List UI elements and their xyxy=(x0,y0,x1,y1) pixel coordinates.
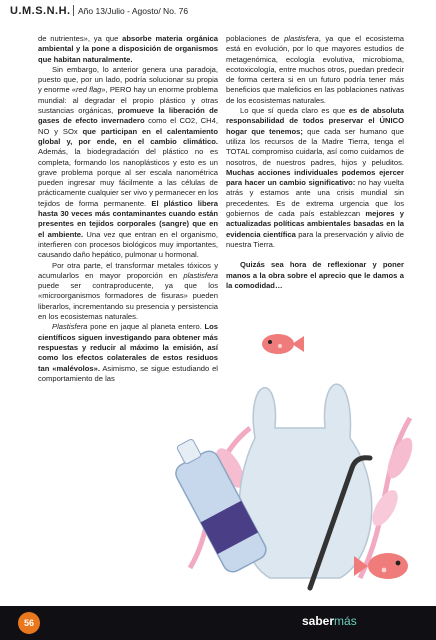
paragraph: poblaciones de plastisfera, ya que el ecosistema está en evolución, por lo que mayores estudios de metagenómica, ecología evolutiva, microbioma, ecotoxicología, entre muchos otros, puedan predecir de forma certera si en un futuro podría tener más beneficios que maleficios en las poblaciones nativas de los ecosistemas naturales. xyxy=(226,34,404,105)
page-header xyxy=(0,0,436,22)
plastic-illustration xyxy=(160,318,436,598)
brand-title: U.M.S.N.H. xyxy=(10,5,71,17)
page-number: 56 xyxy=(18,612,40,634)
closing-paragraph: Quizás sea hora de reflexionar y poner manos a la obra sobre el aprecio que le damos a la comodidad… xyxy=(226,260,404,290)
page-footer xyxy=(0,606,436,640)
paragraph: Por otra parte, el transformar metales tóxicos y acumularlos en mayor proporción en plastisfera puede ser contraproducente, ya que los «microorganismos formadores de fisuras» pueden liberarlos, incrementando su presencia y persistencia en los ecosistemas naturales. xyxy=(38,260,218,322)
paragraph: Lo que sí queda claro es que es de absoluta responsabilidad de todos preservar el ÚNICO hogar que tenemos; que cada ser humano que utiliza los recursos de la Madre Tierra, tenga el TOTAL compromiso cuidarla, así como cuidamos de nosotros, de nuestros padres, hijos y peluditos. Muchas acciones individuales podemos ejercer para hacer un cambio significativo: no hay vuelta atrás y estamos ante una crisis mundial sin precedentes. Es de extrema urgencia que los gobiernos de cada país establezcan mejores y actualizadas políticas ambientales basadas en la evidencia científica para la preservación y alivio de nuestra Tierra. xyxy=(226,106,404,249)
issue-info: Año 13/Julio - Agosto/ No. 76 xyxy=(78,6,189,16)
paragraph: de nutrientes», ya que absorbe materia orgánica ambiental y la pone a disposición de organismos que habitan naturalmente. xyxy=(38,34,218,64)
fish-icon xyxy=(262,334,304,354)
header-divider xyxy=(73,5,74,16)
column-right xyxy=(226,34,404,291)
paragraph: Plastisfera pone en jaque al planeta entero. Los científicos siguen investigando para obtener más respuestas y reducir al máximo la emisión, así como los efectos colaterales de estos residuos tan «malévolos». Asimismo, se sigue estudiando el comportamiento de las xyxy=(38,322,218,383)
magazine-logo: sabermás xyxy=(302,614,357,628)
paragraph: Sin embargo, lo anterior genera una paradoja, puesto que, por un lado, podría solucionar su propia y enorme «red flag», PERO hay un enorme problema mundial: al degradar el propio plástico y otras sustancias orgánicas, promueve la liberación de gases de efecto invernadero como el CO2, CH4, NO y SOx que participan en el calentamiento global y, por ende, en el cambio climático. Además, la biodegradación del plástico no es completa, formando los nanoplásticos y esto es un grave problema porque al ser escala nanométrica pueden ingresar muy fácilmente a las células de prácticamente cualquier ser vivo y permanecer en los tejidos de forma permanente. El plástico libera hasta 30 veces más contaminantes cuando están presentes en tejidos corporales (sangre) que en el ambiente. Una vez que entran en el organismo, interfieren con procesos biológicos muy importantes, causando daño hepático, pulmonar u hormonal. xyxy=(38,64,219,260)
